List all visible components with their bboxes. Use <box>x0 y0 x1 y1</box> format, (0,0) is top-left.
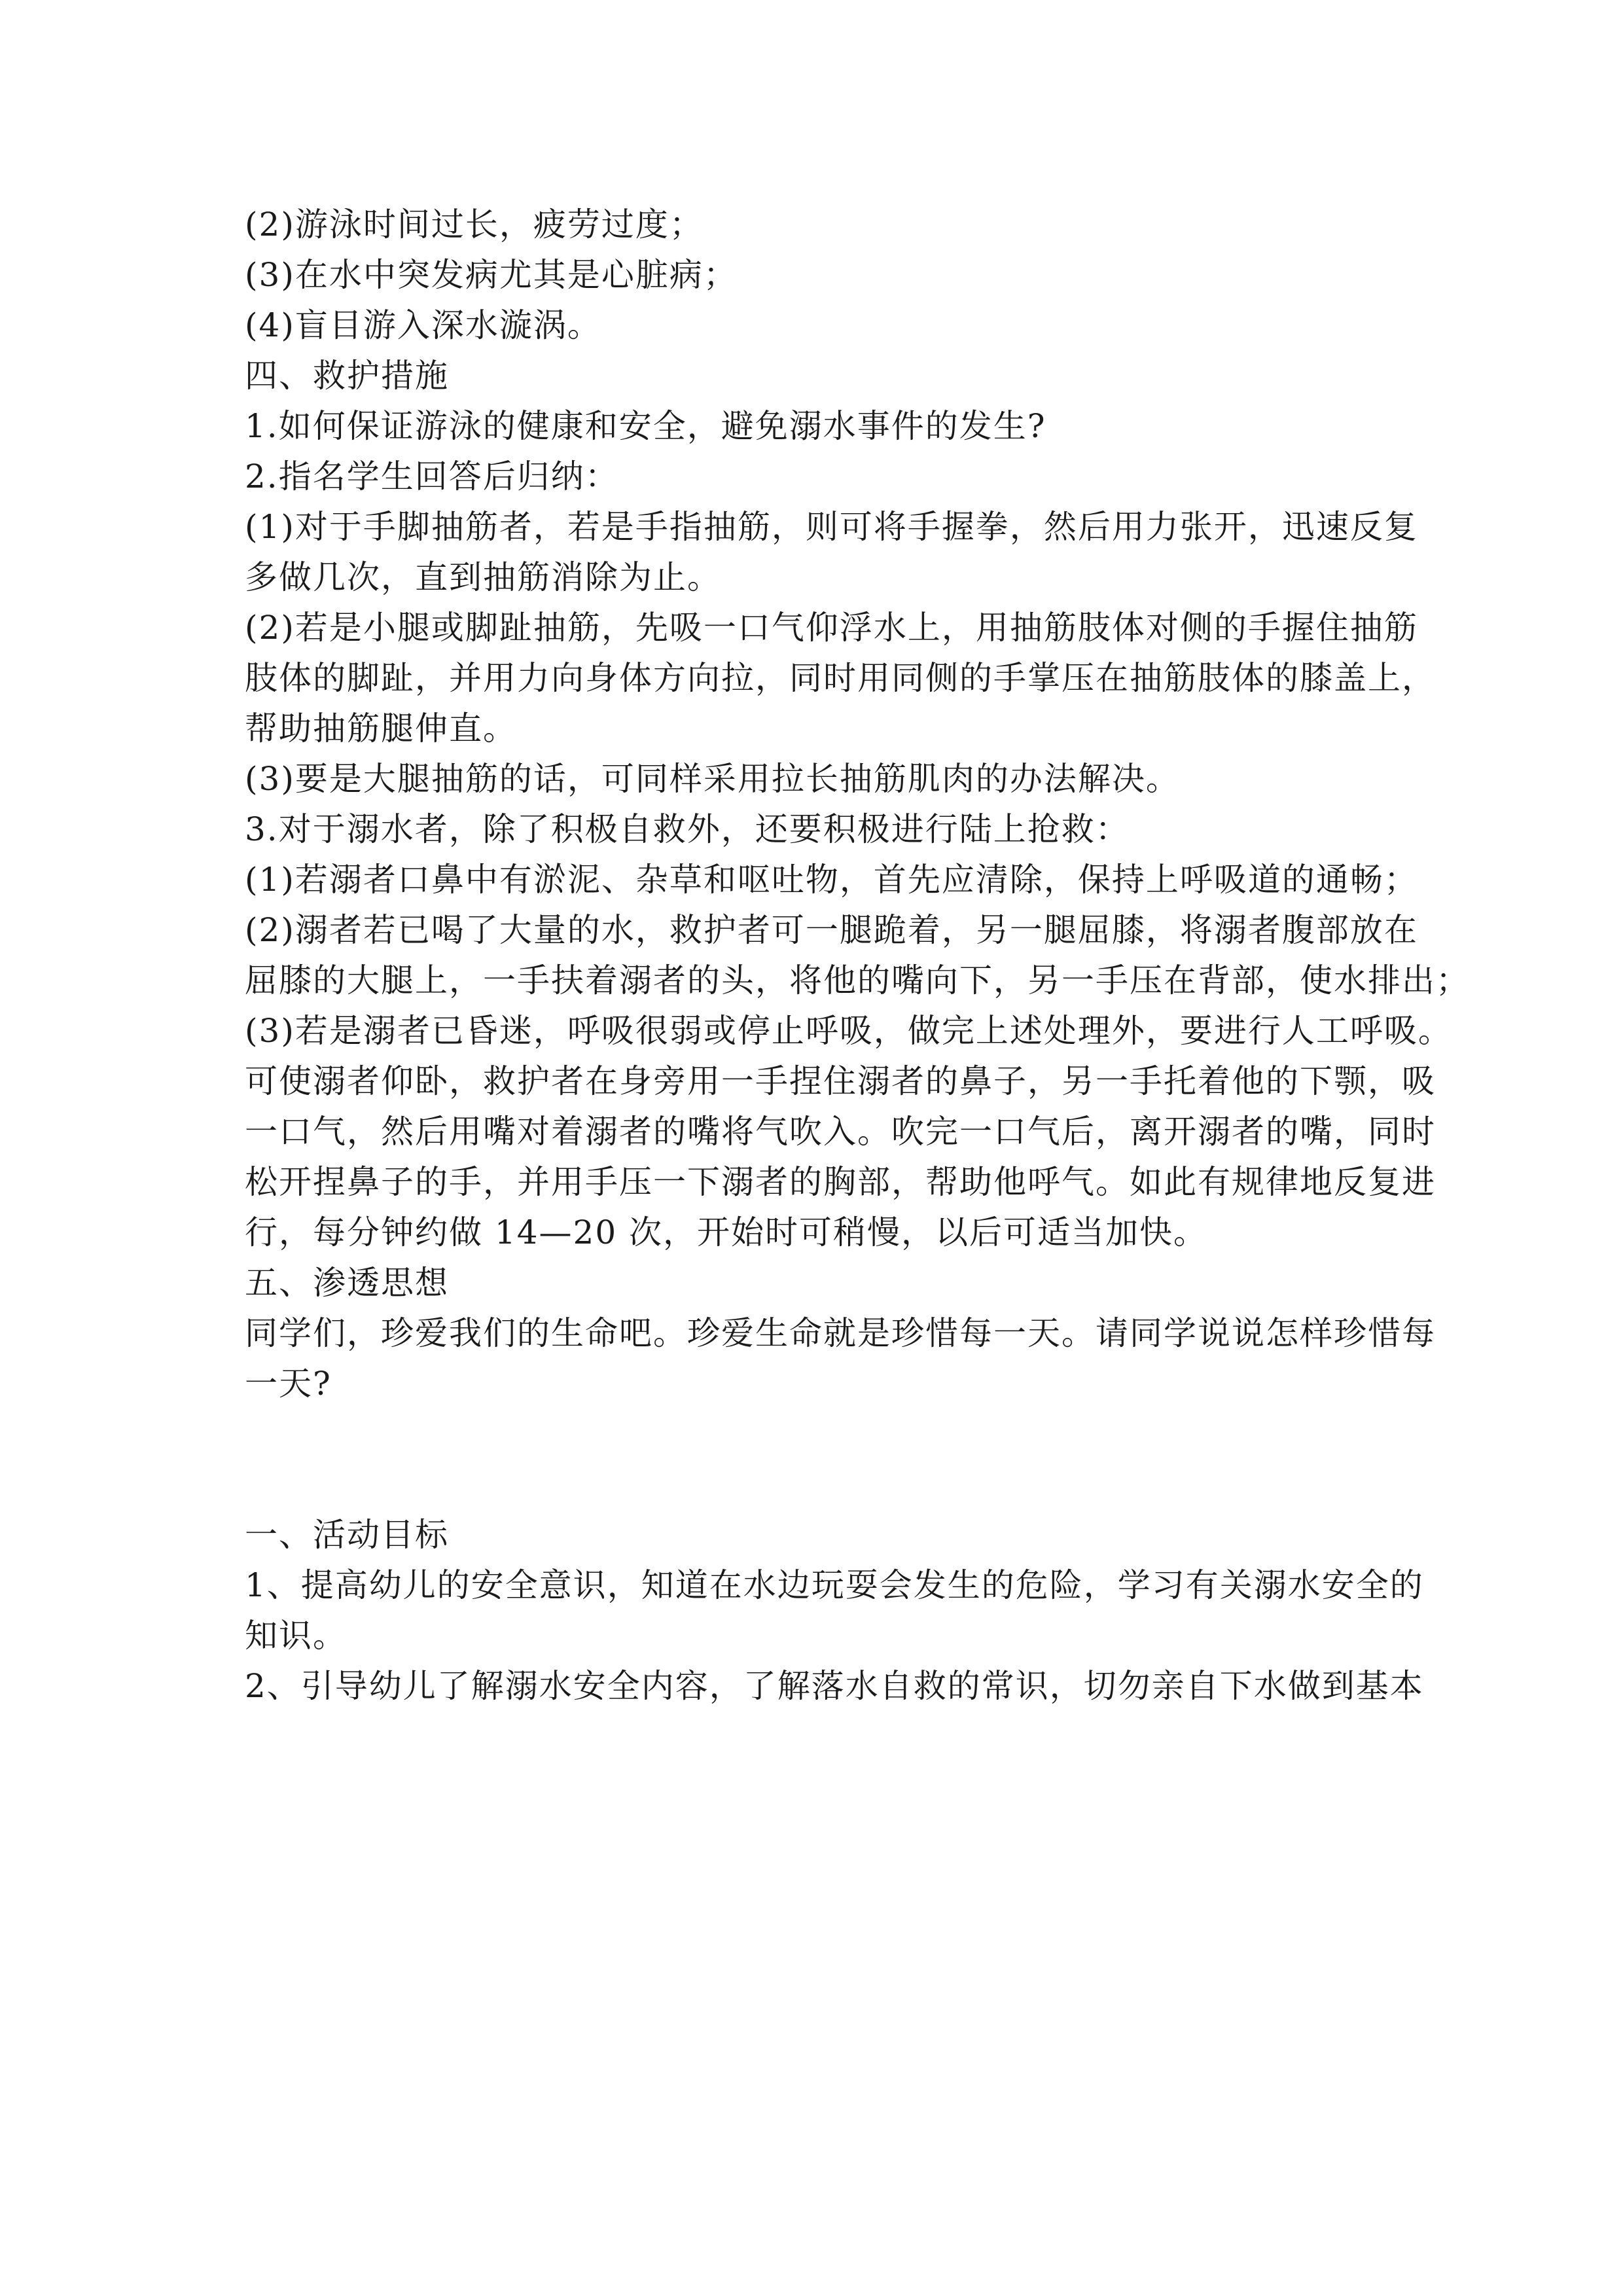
text-line: (2)游泳时间过长，疲劳过度； <box>245 206 704 243</box>
text-line: (4)盲目游入深水漩涡。 <box>245 306 601 344</box>
text-line: (1)若溺者口鼻中有淤泥、杂草和呕吐物，首先应清除，保持上呼吸道的通畅； <box>245 861 1418 899</box>
text-line: (1)对于手脚抽筋者，若是手指抽筋，则可将手握拳，然后用力张开，迅速反复 <box>245 508 1418 546</box>
text-line: 1.如何保证游泳的健康和安全，避免溺水事件的发生? <box>245 407 1046 445</box>
text-line: 2.指名学生回答后归纳： <box>245 457 619 495</box>
section-heading: 四、救护措施 <box>245 357 449 395</box>
text-line: 帮助抽筋腿伸直。 <box>245 709 517 747</box>
paragraph-gap <box>245 1409 1386 1510</box>
section-heading: 五、渗透思想 <box>245 1264 449 1302</box>
text-line: 2、引导幼儿了解溺水安全内容，了解落水自救的常识，切勿亲自下水做到基本 <box>245 1667 1424 1705</box>
text-line: (2)若是小腿或脚趾抽筋，先吸一口气仰浮水上，用抽筋肢体对侧的手握住抽筋 <box>245 609 1418 647</box>
text-line: 3.对于溺水者，除了积极自救外，还要积极进行陆上抢救： <box>245 810 1130 848</box>
text-line: 一口气，然后用嘴对着溺者的嘴将气吹入。吹完一口气后，离开溺者的嘴，同时 <box>245 1113 1436 1151</box>
text-line: (3)在水中突发病尤其是心脏病； <box>245 256 738 294</box>
text-line: (2)溺者若已喝了大量的水，救护者可一腿跪着，另一腿屈膝，将溺者腹部放在 <box>245 911 1418 949</box>
text-line: 1、提高幼儿的安全意识，知道在水边玩耍会发生的危险，学习有关溺水安全的 <box>245 1566 1424 1604</box>
section-heading: 一、活动目标 <box>245 1516 449 1554</box>
text-line: 行，每分钟约做 14—20 次，开始时可稍慢，以后可适当加快。 <box>245 1213 1208 1251</box>
document-body <box>245 200 1470 1712</box>
text-line: (3)要是大腿抽筋的话，可同样采用拉长抽筋肌肉的办法解决。 <box>245 760 1180 798</box>
text-line: 肢体的脚趾，并用力向身体方向拉，同时用同侧的手掌压在抽筋肢体的膝盖上， <box>245 659 1436 697</box>
text-line: 一天? <box>245 1365 332 1403</box>
text-line: 松开捏鼻子的手，并用手压一下溺者的胸部，帮助他呼气。如此有规律地反复进 <box>245 1163 1436 1201</box>
text-line: 屈膝的大腿上，一手扶着溺者的头，将他的嘴向下，另一手压在背部，使水排出； <box>245 961 1470 999</box>
text-line: 同学们，珍爱我们的生命吧。珍爱生命就是珍惜每一天。请同学说说怎样珍惜每 <box>245 1314 1436 1352</box>
text-line: 多做几次，直到抽筋消除为止。 <box>245 558 721 596</box>
text-line: (3)若是溺者已昏迷，呼吸很弱或停止呼吸，做完上述处理外，要进行人工呼吸。 <box>245 1012 1452 1050</box>
text-line: 可使溺者仰卧，救护者在身旁用一手捏住溺者的鼻子，另一手托着他的下颚，吸 <box>245 1062 1436 1100</box>
text-line: 知识。 <box>245 1617 347 1655</box>
